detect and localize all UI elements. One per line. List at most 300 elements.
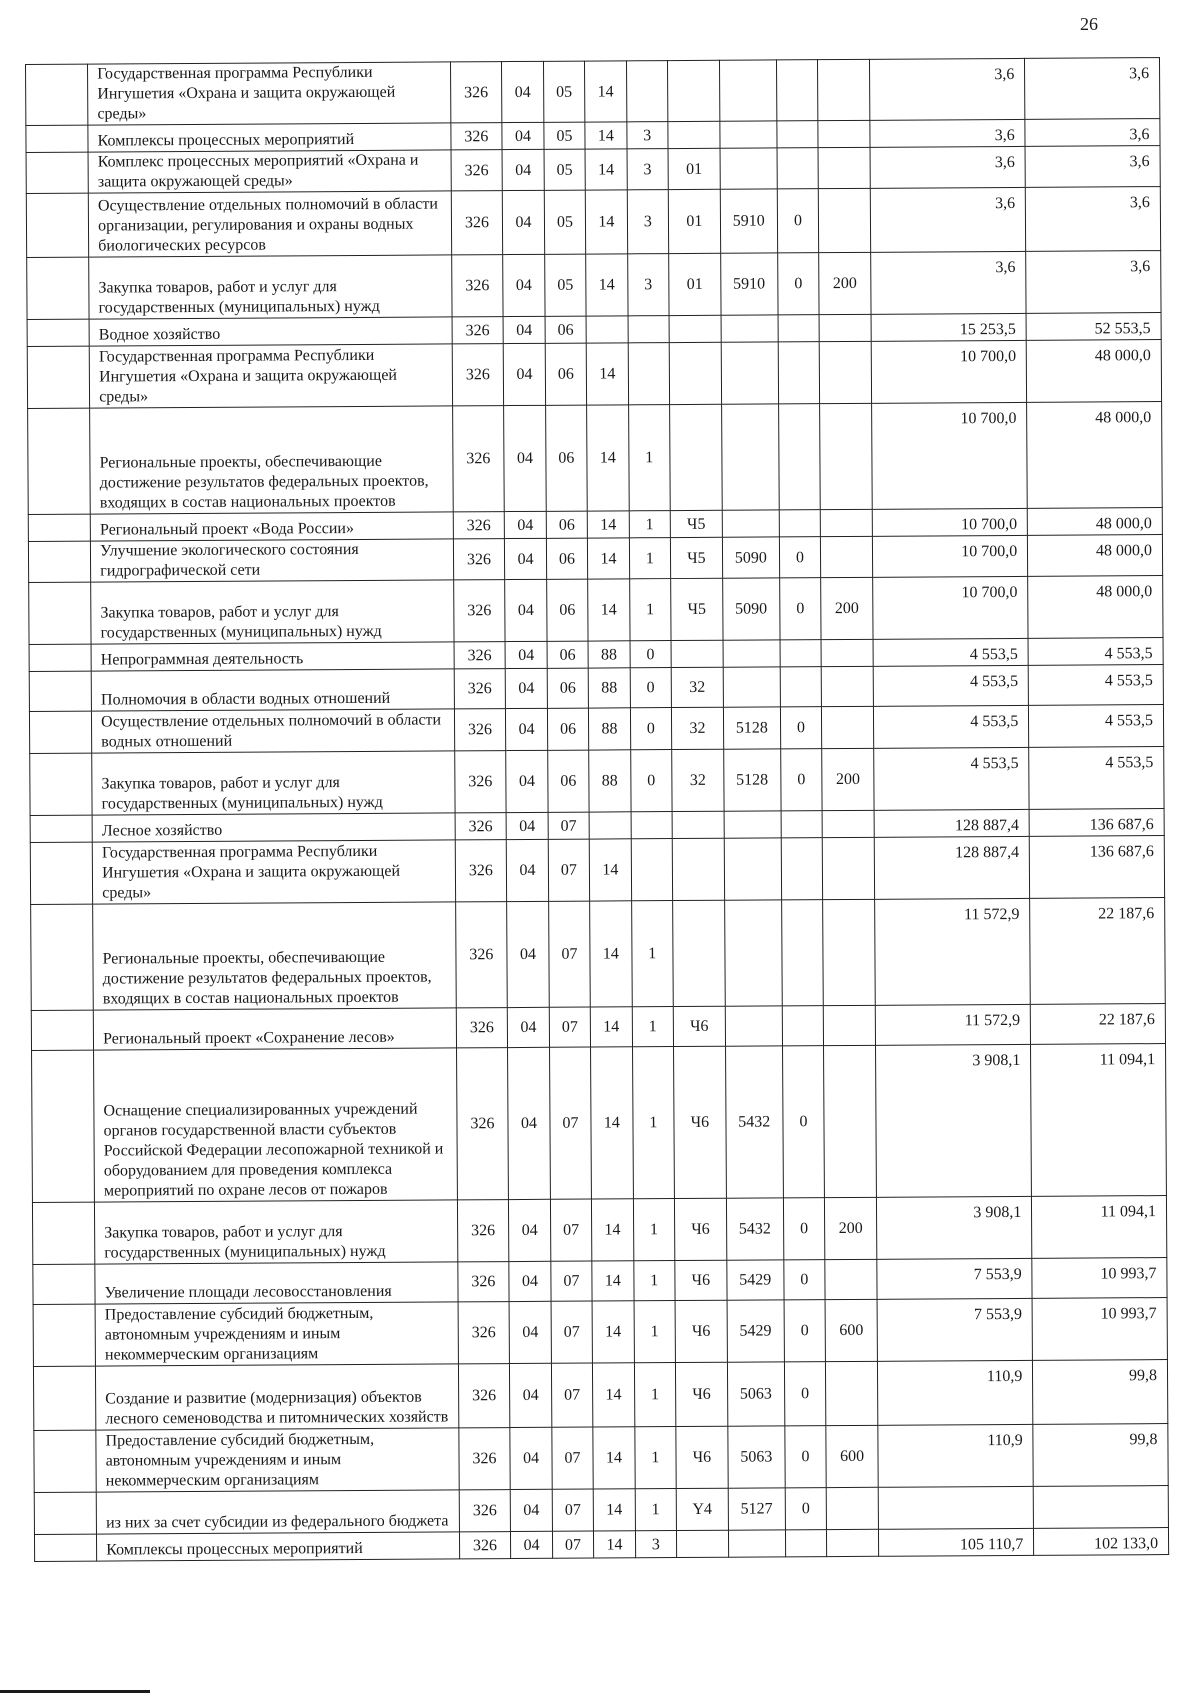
code-event-cell: Ч5 [671, 578, 723, 640]
code-gr-cell: 326 [455, 840, 507, 902]
code-subprogram-cell: 1 [635, 1489, 677, 1531]
code-event-cell: Ч6 [674, 1198, 726, 1260]
code-pr-cell: 05 [544, 254, 586, 316]
code-direction-cell [721, 315, 778, 342]
code-direction-cell [722, 510, 779, 537]
code-gr-cell: 326 [458, 1428, 510, 1490]
table-row [32, 1044, 1167, 1203]
code-direction-cell [724, 900, 782, 1006]
page-number: 26 [1080, 14, 1098, 34]
code-rz-cell: 04 [503, 316, 545, 343]
code-suffix-cell [781, 811, 823, 838]
code-suffix-cell: 0 [777, 253, 819, 315]
code-suffix-cell [778, 342, 820, 404]
code-pr-cell: 07 [548, 812, 590, 839]
amount-year2-cell: 99,8 [1033, 1360, 1168, 1425]
code-suffix-cell: 0 [780, 707, 822, 749]
code-subprogram-cell [628, 343, 670, 405]
code-direction-cell: 5090 [722, 578, 779, 640]
code-suffix-cell: 0 [779, 537, 821, 578]
item-name-cell: Комплексы процессных мероприятий [97, 1532, 460, 1561]
amount-year2-cell: 4 553,5 [1029, 747, 1164, 810]
code-direction-cell [728, 1530, 785, 1557]
code-gr-cell: 326 [455, 813, 507, 840]
code-subprogram-cell: 0 [630, 750, 672, 812]
code-rz-cell: 04 [507, 901, 549, 1007]
index-cell [26, 125, 88, 152]
code-rz-cell: 04 [507, 839, 549, 901]
code-direction-cell [725, 1006, 782, 1046]
code-suffix-cell [780, 667, 822, 707]
code-gr-cell: 326 [450, 123, 502, 150]
code-vr-cell [818, 188, 870, 252]
code-direction-cell: 5910 [720, 253, 777, 315]
amount-year1-cell: 4 553,5 [874, 747, 1030, 810]
code-event-cell [677, 1530, 729, 1557]
table-row [27, 340, 1161, 409]
amount-year1-cell: 10 700,0 [872, 402, 1028, 509]
code-event-cell: Ч6 [675, 1260, 727, 1300]
code-gr-cell: 326 [454, 751, 506, 813]
code-vr-cell [826, 1361, 878, 1425]
code-direction-cell: 5910 [720, 189, 777, 253]
table-row [31, 898, 1166, 1011]
code-event-cell: Ч6 [675, 1300, 727, 1362]
code-suffix-cell [780, 640, 822, 667]
code-event-cell: Ч6 [675, 1362, 727, 1426]
amount-year2-cell: 4 553,5 [1028, 665, 1163, 706]
amount-year2-cell: 3,6 [1026, 187, 1161, 252]
code-direction-cell [720, 121, 777, 148]
code-pr-cell: 06 [547, 668, 589, 708]
code-event-cell [670, 404, 722, 510]
amount-year2-cell: 11 094,1 [1031, 1044, 1167, 1197]
item-name-cell: Государственная программа Республики Ингушетия «Охрана и защита окружающей среды» [89, 344, 452, 408]
code-pr-cell: 06 [546, 511, 588, 538]
code-subprogram-cell: 3 [635, 1531, 677, 1558]
code-suffix-cell [777, 121, 819, 148]
amount-year2-cell: 52 553,5 [1026, 313, 1161, 341]
amount-year1-cell: 3 908,1 [876, 1196, 1032, 1259]
table-row [33, 1298, 1167, 1367]
amount-year1-cell [878, 1486, 1034, 1529]
code-vr-cell: 600 [826, 1425, 878, 1487]
item-name-cell: Непрограммная деятельность [91, 642, 454, 671]
item-name-cell: Осуществление отдельных полномочий в области организации, регулирования и охраны водных биологических ресурсов [88, 191, 451, 257]
code-subprogram-cell [628, 316, 670, 343]
code-event-cell [672, 838, 724, 900]
code-direction-cell [721, 342, 778, 404]
code-suffix-cell [782, 1006, 824, 1046]
code-program-cell [586, 316, 628, 343]
index-cell [28, 408, 91, 514]
code-vr-cell [818, 59, 870, 120]
code-program-cell: 14 [588, 538, 630, 579]
code-event-cell [668, 121, 720, 148]
code-pr-cell: 07 [548, 839, 590, 901]
code-event-cell: Ч5 [670, 537, 722, 578]
code-gr-cell: 326 [457, 1200, 509, 1262]
code-program-cell: 14 [593, 1489, 635, 1531]
index-cell [29, 671, 91, 711]
code-program-cell: 14 [586, 254, 628, 316]
code-gr-cell: 326 [453, 580, 505, 642]
index-cell [30, 842, 93, 904]
amount-year2-cell: 136 687,6 [1029, 809, 1164, 837]
item-name-cell: Лесное хозяйство [92, 813, 455, 842]
index-cell [33, 1366, 96, 1430]
item-name-cell: Комплекс процессных мероприятий «Охрана и защита окружающей среды» [88, 150, 451, 193]
index-cell [33, 1304, 96, 1366]
code-pr-cell: 05 [544, 122, 586, 149]
code-gr-cell: 326 [459, 1532, 511, 1559]
item-name-cell: Осуществление отдельных полномочий в области водных отношений [92, 709, 455, 753]
table-row [26, 187, 1160, 258]
code-rz-cell: 04 [505, 579, 547, 641]
code-gr-cell: 326 [454, 642, 506, 669]
code-suffix-cell [779, 510, 821, 537]
code-vr-cell: 200 [819, 252, 871, 314]
amount-year2-cell: 48 000,0 [1027, 508, 1162, 536]
code-direction-cell: 5063 [727, 1362, 784, 1426]
code-rz-cell: 04 [502, 61, 544, 122]
item-name-cell: Региональный проект «Сохранение лесов» [93, 1008, 456, 1050]
code-program-cell: 14 [593, 1427, 635, 1489]
table-row [32, 1196, 1166, 1265]
code-program-cell: 14 [587, 511, 629, 538]
code-event-cell [671, 640, 723, 667]
code-program-cell: 14 [585, 61, 627, 122]
code-direction-cell: 5090 [722, 537, 779, 578]
code-vr-cell [823, 899, 875, 1005]
index-cell [29, 711, 91, 753]
code-subprogram-cell [626, 61, 668, 122]
code-gr-cell: 326 [452, 406, 504, 512]
amount-year2-cell: 3,6 [1026, 251, 1161, 314]
code-pr-cell: 05 [544, 149, 586, 190]
code-event-cell: 01 [668, 148, 720, 189]
code-suffix-cell: 0 [780, 749, 822, 811]
index-cell [29, 582, 92, 644]
table-row [33, 1360, 1167, 1431]
amount-year1-cell: 110,9 [877, 1360, 1033, 1425]
code-program-cell: 14 [589, 839, 631, 901]
index-cell [32, 1050, 95, 1202]
table-row [34, 1424, 1168, 1493]
code-suffix-cell: 0 [785, 1426, 827, 1488]
amount-year1-cell: 15 253,5 [871, 313, 1026, 341]
code-pr-cell: 06 [545, 316, 587, 343]
code-suffix-cell [778, 315, 820, 342]
item-name-cell: Предоставление субсидий бюджетным, автономным учреждениям и иным некоммерческим организациям [95, 1302, 458, 1366]
code-direction-cell: 5432 [726, 1198, 783, 1260]
index-cell [31, 904, 94, 1010]
code-subprogram-cell: 1 [628, 405, 670, 511]
code-program-cell: 88 [588, 641, 630, 668]
amount-year1-cell: 110,9 [878, 1424, 1034, 1487]
table-row [29, 576, 1163, 645]
code-subprogram-cell: 1 [629, 579, 671, 641]
code-program-cell: 14 [590, 901, 632, 1007]
code-suffix-cell [781, 900, 823, 1006]
code-vr-cell [823, 1005, 875, 1045]
index-cell [28, 541, 90, 582]
code-event-cell [668, 60, 720, 121]
code-vr-cell: 200 [822, 748, 874, 810]
amount-year1-cell: 128 887,4 [874, 836, 1030, 899]
index-cell [34, 1430, 97, 1492]
item-name-cell: из них за счет субсидии из федерального бюджета [96, 1490, 459, 1534]
code-program-cell [589, 812, 631, 839]
index-cell [31, 1010, 93, 1050]
amount-year1-cell: 4 553,5 [873, 638, 1028, 666]
table-row [29, 705, 1163, 754]
code-event-cell [672, 811, 724, 838]
code-rz-cell: 04 [508, 1007, 550, 1047]
amount-year1-cell: 11 572,9 [875, 898, 1031, 1005]
code-rz-cell: 04 [505, 538, 547, 579]
code-pr-cell: 07 [552, 1531, 594, 1558]
index-cell [30, 815, 92, 842]
amount-year2-cell: 10 993,7 [1032, 1258, 1167, 1299]
amount-year2-cell: 22 187,6 [1031, 1004, 1166, 1045]
code-event-cell [673, 900, 725, 1006]
amount-year1-cell: 3,6 [871, 251, 1027, 314]
item-name-cell: Региональные проекты, обеспечивающие достижение результатов федеральных проектов, входящих в состав национальных проектов [93, 902, 456, 1010]
item-name-cell: Государственная программа Республики Ингушетия «Охрана и защита окружающей среды» [88, 62, 451, 125]
code-event-cell: 01 [669, 253, 721, 315]
code-gr-cell: 326 [453, 512, 505, 539]
code-suffix-cell: 0 [784, 1362, 826, 1426]
code-subprogram-cell: 3 [627, 149, 669, 190]
amount-year2-cell: 48 000,0 [1026, 340, 1161, 403]
index-cell [33, 1264, 95, 1304]
amount-year2-cell: 11 094,1 [1032, 1196, 1167, 1259]
code-vr-cell: 200 [825, 1197, 877, 1259]
code-rz-cell: 04 [506, 668, 548, 708]
code-event-cell: Y4 [676, 1488, 728, 1530]
code-suffix-cell: 0 [785, 1488, 827, 1530]
code-vr-cell [819, 341, 871, 403]
item-name-cell: Закупка товаров, работ и услуг для государственных (муниципальных) нужд [89, 255, 452, 319]
code-rz-cell: 04 [502, 149, 544, 190]
code-vr-cell [820, 509, 872, 536]
code-event-cell [669, 315, 721, 342]
item-name-cell: Создание и развитие (модернизация) объектов лесного семеноводства и питомнических хозяйств [96, 1364, 459, 1430]
code-program-cell: 14 [588, 579, 630, 641]
code-program-cell: 14 [585, 190, 627, 254]
code-vr-cell [824, 1045, 877, 1197]
code-suffix-cell: 0 [784, 1260, 826, 1300]
amount-year2-cell: 48 000,0 [1028, 535, 1163, 577]
code-event-cell: 32 [671, 707, 723, 749]
code-event-cell: Ч5 [670, 510, 722, 537]
code-rz-cell: 04 [509, 1199, 551, 1261]
code-program-cell: 88 [589, 708, 631, 750]
code-suffix-cell [777, 148, 819, 189]
index-cell [34, 1492, 96, 1534]
code-rz-cell: 04 [505, 511, 547, 538]
code-subprogram-cell: 1 [631, 901, 673, 1007]
amount-year1-cell: 128 887,4 [874, 809, 1029, 837]
index-cell [28, 514, 90, 541]
amount-year2-cell: 48 000,0 [1028, 576, 1163, 639]
code-program-cell: 88 [589, 750, 631, 812]
code-direction-cell: 5429 [727, 1260, 784, 1300]
amount-year1-cell: 10 700,0 [871, 340, 1027, 403]
index-cell [26, 152, 88, 193]
code-rz-cell: 04 [504, 343, 546, 405]
code-vr-cell [818, 147, 870, 188]
item-name-cell: Водное хозяйство [89, 317, 452, 346]
amount-year1-cell: 3,6 [870, 119, 1025, 147]
code-direction-cell [724, 838, 781, 900]
code-suffix-cell: 0 [784, 1300, 826, 1362]
code-vr-cell [825, 1259, 877, 1299]
code-event-cell: 32 [671, 667, 723, 707]
code-gr-cell: 326 [455, 902, 507, 1008]
code-direction-cell [723, 667, 780, 707]
code-event-cell: Ч6 [673, 1006, 725, 1046]
code-direction-cell [724, 811, 781, 838]
amount-year1-cell: 10 700,0 [872, 508, 1027, 536]
budget-table [25, 57, 1169, 1562]
code-subprogram-cell [631, 839, 673, 901]
code-program-cell: 14 [590, 1007, 632, 1047]
index-cell [26, 193, 89, 257]
code-pr-cell: 06 [547, 641, 589, 668]
code-suffix-cell [785, 1530, 827, 1557]
code-event-cell: Ч6 [676, 1426, 728, 1488]
code-gr-cell: 326 [454, 709, 506, 751]
code-program-cell: 14 [592, 1261, 634, 1301]
amount-year2-cell: 3,6 [1025, 119, 1160, 147]
code-gr-cell: 326 [458, 1302, 510, 1364]
item-name-cell: Комплексы процессных мероприятий [88, 123, 451, 152]
code-event-cell: Ч6 [674, 1046, 727, 1198]
table-row [28, 402, 1163, 515]
index-cell [32, 1202, 95, 1264]
code-subprogram-cell: 1 [629, 511, 671, 538]
code-program-cell: 14 [591, 1047, 633, 1199]
table-row [29, 665, 1163, 712]
code-event-cell: 32 [672, 749, 724, 811]
code-pr-cell: 06 [547, 708, 589, 750]
item-name-cell: Увеличение площади лесовосстановления [95, 1262, 458, 1304]
code-gr-cell: 326 [451, 255, 503, 317]
code-gr-cell: 326 [456, 1048, 509, 1200]
code-rz-cell: 04 [506, 708, 548, 750]
index-cell [27, 319, 89, 346]
code-rz-cell: 04 [511, 1489, 553, 1531]
code-direction-cell [721, 404, 779, 510]
amount-year1-cell: 3,6 [870, 146, 1026, 188]
item-name-cell: Закупка товаров, работ и услуг для государственных (муниципальных) нужд [92, 751, 455, 815]
code-program-cell: 14 [587, 405, 629, 511]
amount-year1-cell: 4 553,5 [873, 665, 1029, 706]
amount-year2-cell [1033, 1486, 1168, 1529]
code-direction-cell: 5128 [723, 749, 780, 811]
table-row [26, 58, 1160, 126]
amount-year2-cell: 102 133,0 [1034, 1528, 1169, 1556]
code-pr-cell: 07 [552, 1489, 594, 1531]
item-name-cell: Закупка товаров, работ и услуг для государственных (муниципальных) нужд [91, 580, 454, 644]
code-subprogram-cell: 1 [634, 1363, 676, 1427]
code-program-cell: 14 [592, 1199, 634, 1261]
code-gr-cell: 326 [454, 669, 506, 709]
table-row [30, 836, 1164, 905]
code-pr-cell: 07 [551, 1363, 593, 1427]
code-gr-cell: 326 [451, 191, 503, 255]
code-gr-cell: 326 [452, 317, 504, 344]
code-gr-cell: 326 [452, 344, 504, 406]
bottom-rule [0, 1690, 150, 1693]
code-suffix-cell: 0 [777, 189, 819, 253]
code-subprogram-cell: 1 [629, 538, 671, 579]
code-gr-cell: 326 [451, 150, 503, 191]
code-vr-cell [826, 1487, 878, 1529]
item-name-cell: Улучшение экологического состояния гидрографической сети [91, 539, 454, 582]
code-subprogram-cell: 3 [627, 254, 669, 316]
code-gr-cell: 326 [453, 539, 505, 580]
code-rz-cell: 04 [508, 1047, 550, 1199]
code-vr-cell [821, 639, 873, 666]
code-pr-cell: 06 [545, 343, 587, 405]
code-subprogram-cell: 0 [630, 708, 672, 750]
code-suffix-cell [778, 404, 820, 510]
code-direction-cell: 5127 [728, 1488, 785, 1530]
table-row [30, 747, 1164, 816]
code-rz-cell: 04 [509, 1301, 551, 1363]
code-pr-cell: 07 [549, 1047, 591, 1199]
index-cell [34, 1534, 96, 1561]
amount-year2-cell: 3,6 [1025, 58, 1160, 120]
item-name-cell: Оснащение специализированных учреждений органов государственной власти субъектов Российской Федерации лесопожарной техникой и оборудованием для проведения комплекса мероприятий по охране лесов от пожаров [94, 1048, 457, 1202]
code-pr-cell: 06 [546, 579, 588, 641]
code-pr-cell: 06 [547, 750, 589, 812]
code-pr-cell: 06 [546, 538, 588, 579]
code-event-cell [669, 342, 721, 404]
amount-year2-cell: 10 993,7 [1032, 1298, 1167, 1361]
code-rz-cell: 04 [503, 190, 545, 254]
code-vr-cell [818, 120, 870, 147]
code-pr-cell: 05 [544, 190, 586, 254]
code-suffix-cell: 0 [782, 1046, 824, 1198]
amount-year1-cell: 7 553,9 [877, 1258, 1033, 1299]
code-event-cell: 01 [668, 189, 720, 253]
code-vr-cell: 200 [821, 577, 873, 639]
code-pr-cell: 07 [552, 1427, 594, 1489]
code-rz-cell: 04 [506, 750, 548, 812]
amount-year1-cell: 3,6 [869, 58, 1025, 120]
code-vr-cell: 600 [825, 1299, 877, 1361]
code-suffix-cell [781, 838, 823, 900]
code-pr-cell: 07 [551, 1261, 593, 1301]
code-subprogram-cell: 0 [630, 641, 672, 668]
code-direction-cell [720, 148, 777, 189]
index-cell [27, 257, 90, 319]
code-pr-cell: 07 [548, 901, 590, 1007]
code-direction-cell: 5432 [725, 1046, 783, 1198]
code-program-cell: 14 [592, 1301, 634, 1363]
amount-year2-cell: 99,8 [1033, 1424, 1168, 1487]
amount-year2-cell: 22 187,6 [1030, 898, 1165, 1005]
amount-year1-cell: 3,6 [870, 187, 1026, 252]
table-row [26, 146, 1160, 194]
code-direction-cell [723, 640, 780, 667]
code-subprogram-cell: 1 [633, 1261, 675, 1301]
code-rz-cell: 04 [510, 1427, 552, 1489]
